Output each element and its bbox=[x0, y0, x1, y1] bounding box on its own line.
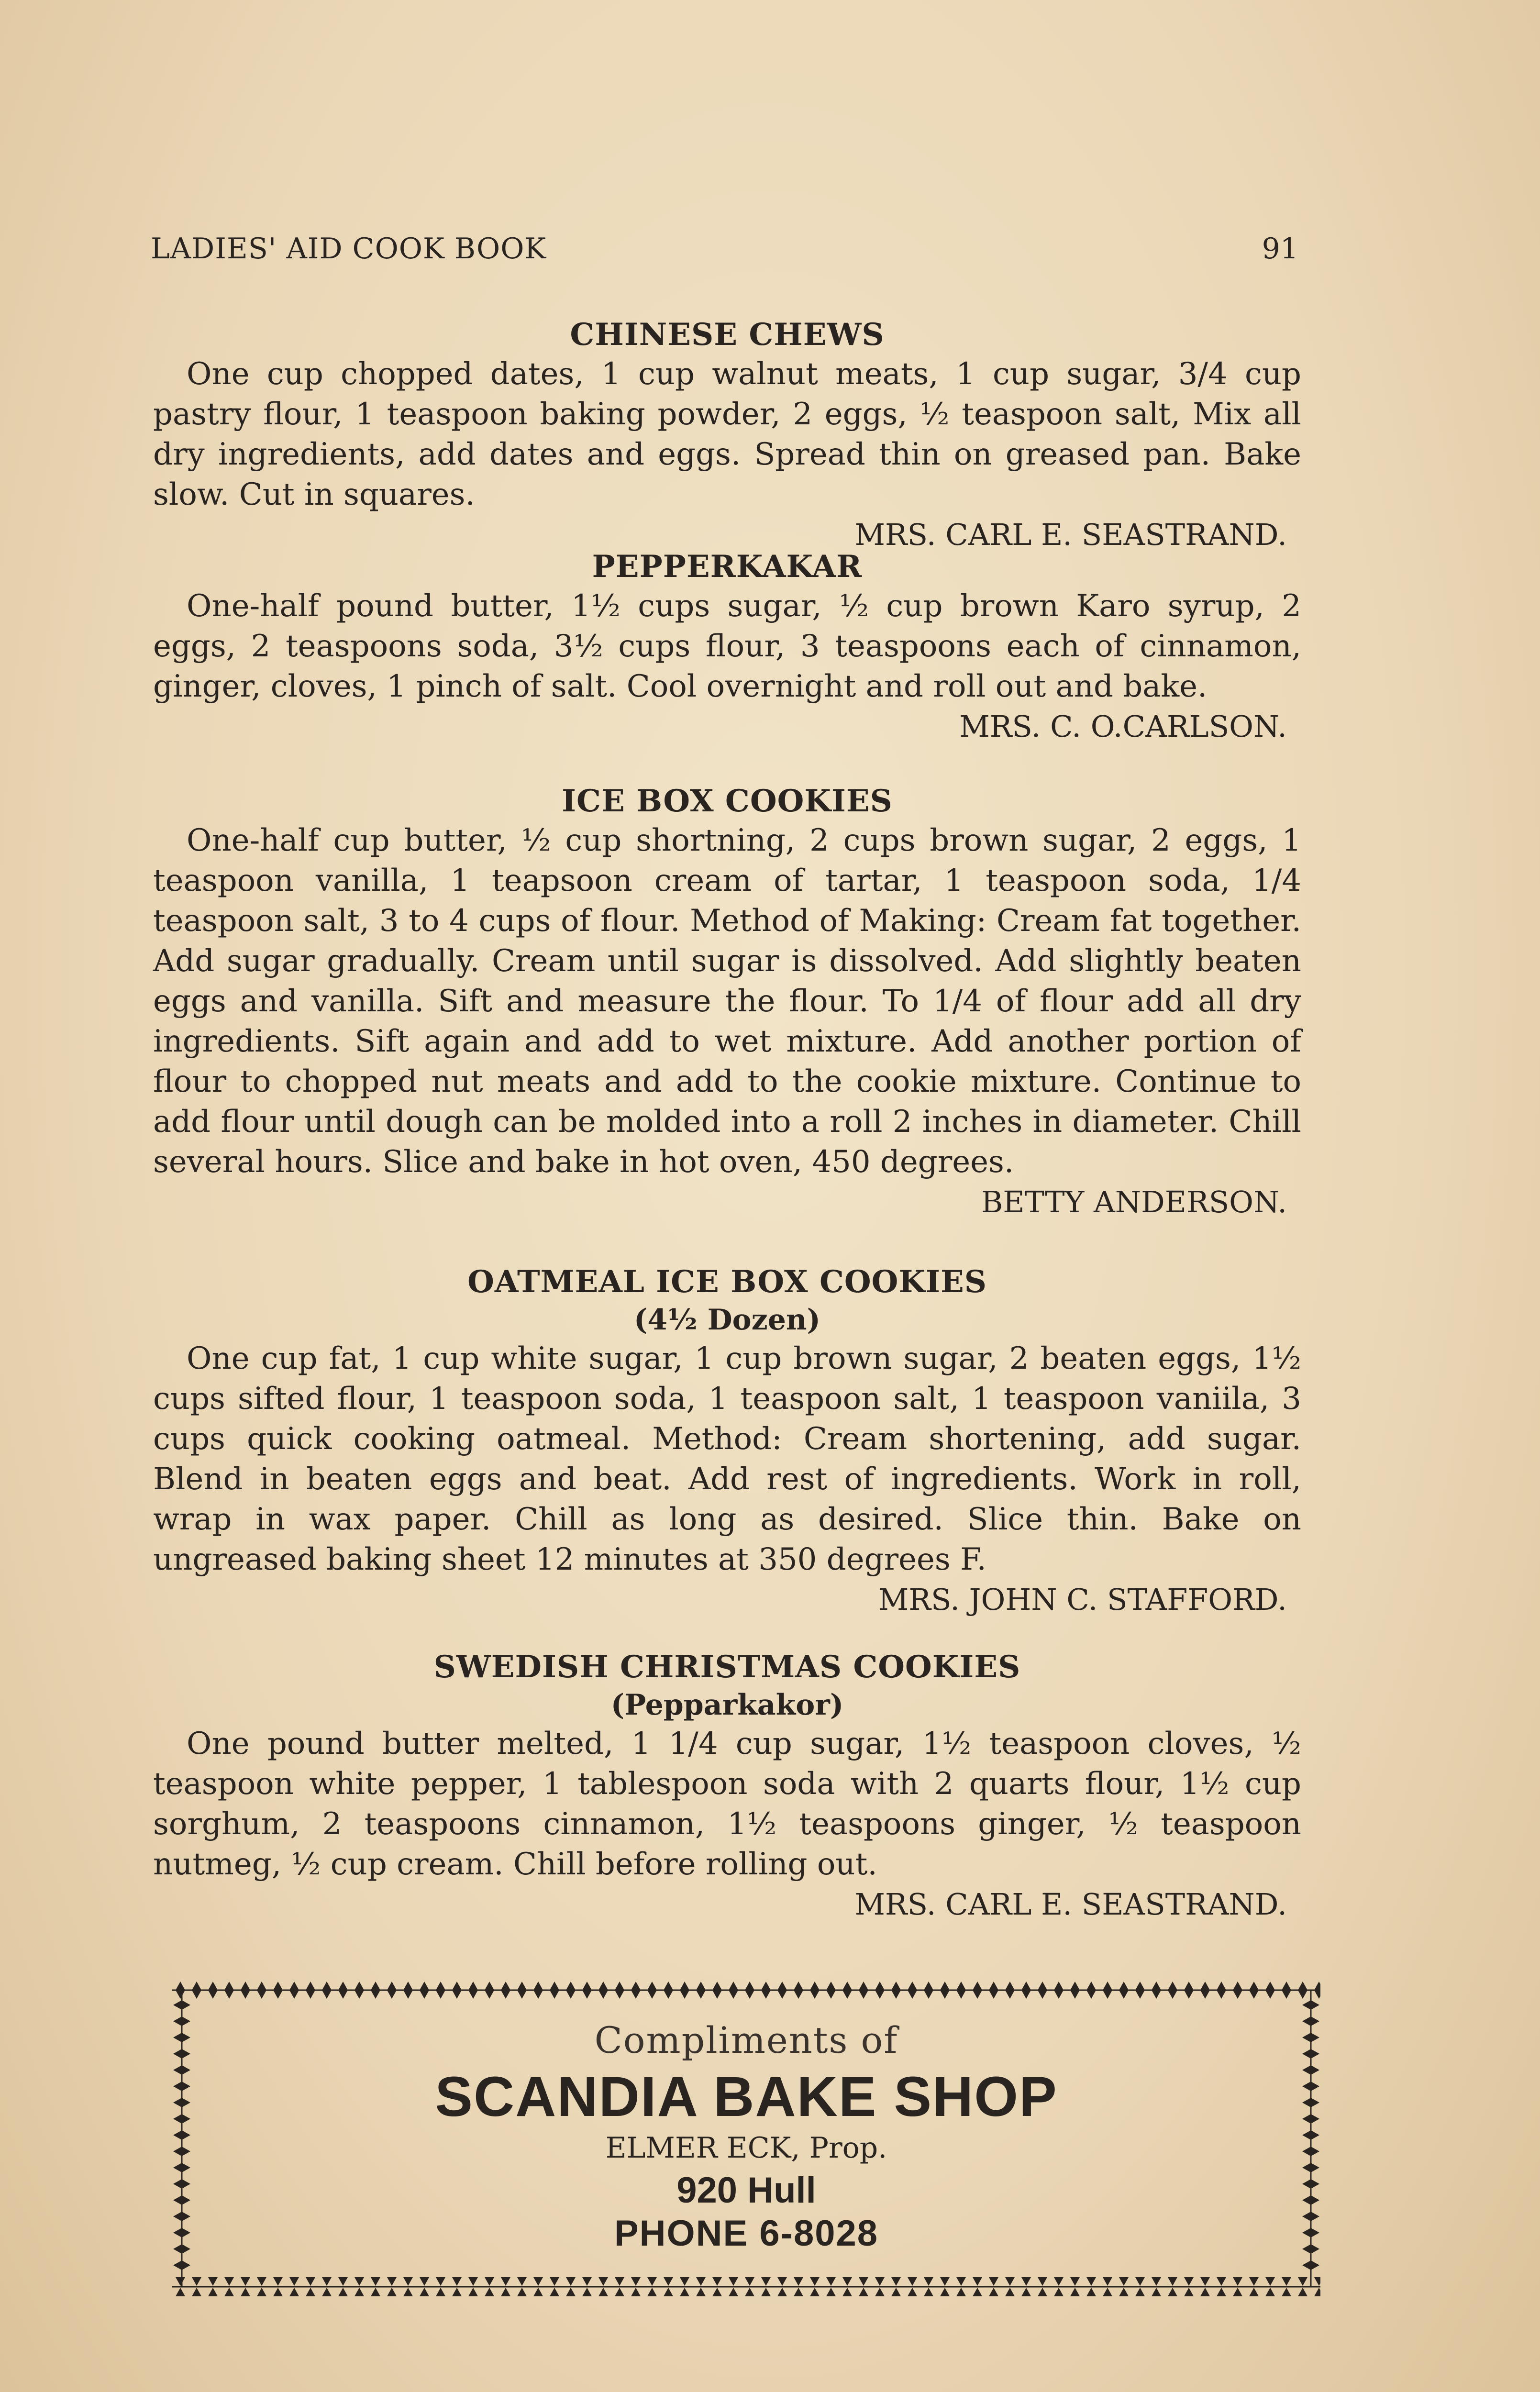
recipe-body: One cup fat, 1 cup white sugar, 1 cup brown sugar, 2 beaten eggs, 1½ cups sifted flour, 1 teaspoon soda, 1 teaspoon salt, 1 teaspoon vaniila, 3 cups quick cooking oatmeal. Method: Cream shortening, add sugar. Blend in beaten eggs and beat. Add rest of ingredients. Work in roll, wrap in wax paper. Chill as long as desired. Slice thin. Bake on ungreased baking sheet 12 minutes at 350 degrees F. bbox=[153, 1341, 1301, 1577]
recipe-title: OATMEAL ICE BOX COOKIES bbox=[467, 1264, 987, 1300]
recipe-title: SWEDISH CHRISTMAS COOKIES bbox=[433, 1649, 1021, 1685]
advertisement-box bbox=[172, 1981, 1320, 2296]
recipe-body: One-half pound butter, 1½ cups sugar, ½ cup brown Karo syrup, 2 eggs, 2 teaspoons soda, 3½ cups flour, 3 teaspoons each of cinnamon, ginger, cloves, 1 pinch of salt. Cool overnight and roll out and bake. bbox=[153, 588, 1301, 704]
recipe-title: ICE BOX COOKIES bbox=[562, 783, 893, 819]
recipe-oatmeal-ice-box-cookies bbox=[153, 1263, 1301, 1620]
recipe-ice-box-cookies bbox=[153, 782, 1301, 1222]
recipe-title: CHINESE CHEWS bbox=[570, 317, 885, 353]
book-title: LADIES' AID COOK BOOK bbox=[151, 232, 547, 266]
page-number: 91 bbox=[1262, 232, 1298, 266]
ad-proprietor: ELMER ECK, Prop. bbox=[605, 2131, 887, 2165]
recipe-chinese-chews bbox=[153, 316, 1301, 555]
page-header bbox=[151, 232, 1298, 266]
recipe-pepperkakar bbox=[153, 548, 1301, 747]
recipe-body: One pound butter melted, 1 1/4 cup sugar, 1½ teaspoon cloves, ½ teaspoon white pepper, 1 tablespoon soda with 2 quarts flour, 1½ cup sorghum, 2 teaspoons cinnamon, 1½ teaspoons ginger, ½ teaspoon nutmeg, ½ cup cream. Chill before rolling out. bbox=[153, 1726, 1301, 1882]
ad-compliments: Compliments of bbox=[594, 2019, 898, 2061]
ad-business-name: SCANDIA BAKE SHOP bbox=[435, 2065, 1058, 2128]
recipe-title: PEPPERKAKAR bbox=[592, 549, 863, 585]
ad-phone: PHONE 6-8028 bbox=[614, 2213, 879, 2254]
recipe-body: One-half cup butter, ½ cup shortning, 2 cups brown sugar, 2 eggs, 1 teaspoon vanilla, 1 teapsoon cream of tartar, 1 teaspoon soda, 1/4 teaspoon salt, 3 to 4 cups of flour. Method of Making: Cream fat together. Add sugar gradually. Cream until sugar is dissolved. Add slightly beaten eggs and vanilla. Sift and measure the flour. To 1/4 of flour add all dry ingredients. Sift again and add to wet mixture. Add another portion of flour to chopped nut meats and add to the cookie mixture. Continue to add flour until dough can be molded into a roll 2 inches in diameter. Chill several hours. Slice and bake in hot oven, 450 degrees. bbox=[153, 823, 1301, 1180]
recipe-subtitle: (4½ Dozen) bbox=[634, 1303, 820, 1337]
ad-address: 920 Hull bbox=[676, 2170, 816, 2211]
recipe-body: One cup chopped dates, 1 cup walnut meats, 1 cup sugar, 3/4 cup pastry flour, 1 teaspoon baking powder, 2 eggs, ½ teaspoon salt, Mix all dry ingredients, add dates and eggs. Spread thin on greased pan. Bake slow. Cut in squares. bbox=[153, 356, 1301, 512]
recipe-author: MRS. C. O.CARLSON. bbox=[959, 709, 1287, 744]
recipe-author: MRS. JOHN C. STAFFORD. bbox=[878, 1582, 1287, 1617]
recipe-author: MRS. CARL E. SEASTRAND. bbox=[854, 1887, 1287, 1922]
recipe-swedish-christmas-cookies bbox=[153, 1648, 1301, 1925]
recipe-author: BETTY ANDERSON. bbox=[981, 1185, 1287, 1219]
recipe-subtitle: (Pepparkakor) bbox=[610, 1688, 844, 1722]
recipe-author: MRS. CARL E. SEASTRAND. bbox=[854, 517, 1287, 552]
